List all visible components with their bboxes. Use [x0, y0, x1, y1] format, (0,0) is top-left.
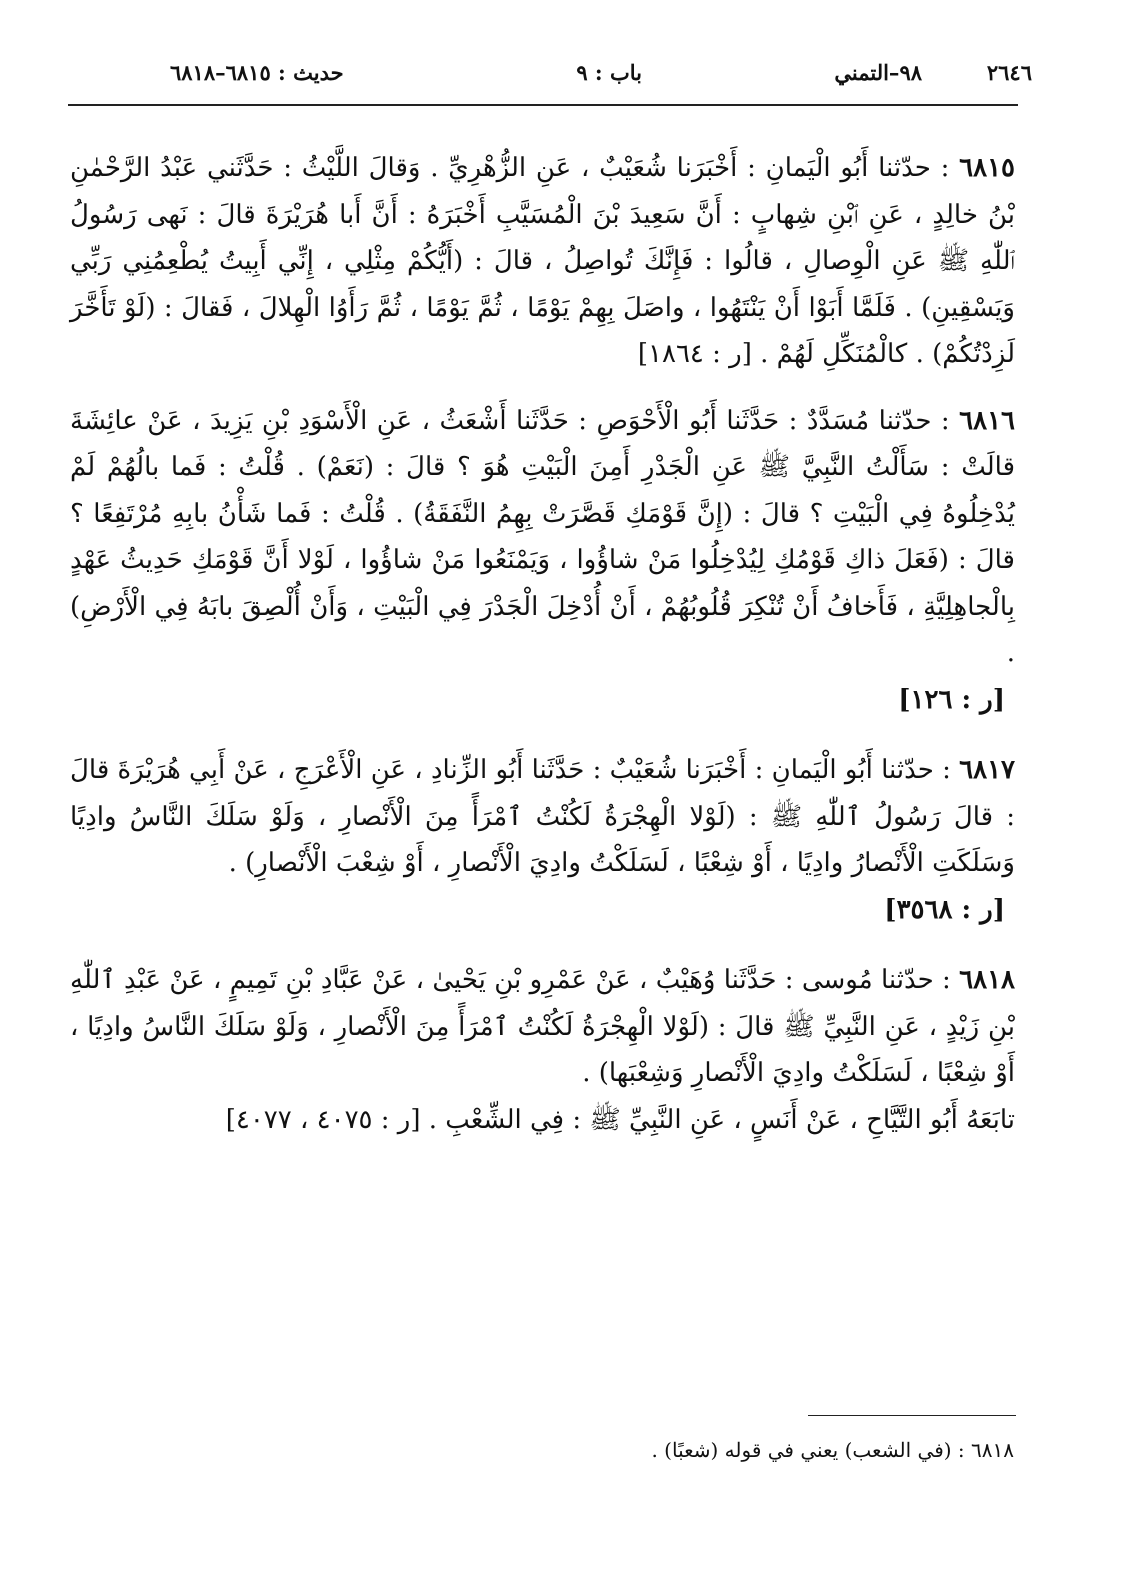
hadith-reference: [ر : ٣٥٦٨] [884, 894, 1005, 925]
running-header [170, 60, 1032, 96]
hadith-reference: [ر : ١٨٦٤] [637, 339, 752, 369]
hadith-6815 [70, 145, 1015, 378]
hadith-number: ٦٨١٦ [959, 405, 1015, 436]
hadith-follow-up [70, 1097, 1015, 1144]
hadith-text: : حدّثنا أَبُو الْيَمانِ : أَخْبَرَنا شُعَيْبٌ : حَدَّثَنا أَبُو الزِّنادِ ، عَنِ الْأَعْرَجِ ، عَنْ أَبِي هُرَيْرَةَ قالَ : قالَ رَسُولُ ٱللّٰهِ ﷺ : (لَوْلا الْهِجْرَةُ لَكُنْتُ ٱمْرَأً مِنَ الْأَنْصارِ ، وَلَوْ سَلَكَ النَّاسُ وادِيًا وَسَلَكَتِ الْأَنْصارُ وادِيًا ، أَوْ شِعْبًا ، لَسَلَكْتُ وادِيَ الْأَنْصارِ ، أَوْ شِعْبَ الْأَنْصارِ) . [70, 755, 1015, 878]
header-rule [68, 104, 1018, 106]
hadith-reference: [ر : ٤٠٧٥ ، ٤٠٧٧] [225, 1104, 421, 1135]
hadith-text: : حدّثنا مُسَدَّدٌ : حَدَّثَنا أَبُو الْأَحْوَصِ : حَدَّثَنا أَشْعَثُ ، عَنِ الْأَسْوَدِ بْنِ يَزِيدَ ، عَنْ عائِشَةَ قالَتْ : سَأَلْتُ النَّبِيَّ ﷺ عَنِ الْجَدْرِ أَمِنَ الْبَيْتِ هُوَ ؟ قالَ : (نَعَمْ) . قُلْتُ : فَما بالُهُمْ لَمْ يُدْخِلُوهُ فِي الْبَيْتِ ؟ قالَ : (إِنَّ قَوْمَكِ قَصَّرَتْ بِهِمُ النَّفَقَةُ) . قُلْتُ : فَما شَأْنُ بابِهِ مُرْتَفِعًا ؟ قالَ : (فَعَلَ ذاكِ قَوْمُكِ لِيُدْخِلُوا مَنْ شاؤُوا ، وَيَمْنَعُوا مَنْ شاؤُوا ، لَوْلا أَنَّ قَوْمَكِ حَدِيثُ عَهْدٍ بِالْجاهِلِيَّةِ ، فَأَخافُ أَنْ تُنْكِرَ قُلُوبُهُمْ ، أَنْ أُدْخِلَ الْجَدْرَ فِي الْبَيْتِ ، وَأَنْ أُلْصِقَ بابَهُ فِي الْأَرْضِ) . [70, 405, 1015, 668]
hadith-text: : حدّثنا مُوسى : حَدَّثَنا وُهَيْبٌ ، عَنْ عَمْرِو بْنِ يَحْيىٰ ، عَنْ عَبَّادِ بْنِ تَمِيمٍ ، عَنْ عَبْدِ ٱللّٰهِ بْنِ زَيْدٍ ، عَنِ النَّبِيِّ ﷺ قالَ : (لَوْلا الْهِجْرَةُ لَكُنْتُ ٱمْرَأً مِنَ الْأَنْصارِ ، وَلَوْ سَلَكَ النَّاسُ وادِيًا ، أَوْ شِعْبًا ، لَسَلَكْتُ وادِيَ الْأَنْصارِ وَشِعْبَها) . [70, 965, 1015, 1088]
hadith-6818 [70, 957, 1015, 1143]
hadith-6816 [70, 398, 1015, 724]
hadith-text: : حدّثنا أَبُو الْيَمانِ : أَخْبَرَنا شُعَيْبٌ ، عَنِ الزُّهْرِيِّ . وَقالَ اللَّيْثُ : حَدَّثَني عَبْدُ الرَّحْمٰنِ بْنُ خالِدٍ ، عَنِ ٱبْنِ شِهابٍ : أَنَّ سَعِيدَ بْنَ الْمُسَيَّبِ أَخْبَرَهُ : أَنَّ أَبا هُرَيْرَةَ قالَ : نَهى رَسُولُ ٱللّٰهِ ﷺ عَنِ الْوِصالِ ، قالُوا : فَإِنَّكَ تُواصِلُ ، قالَ : (أَيُّكُمْ مِثْلِي ، إِنِّي أَبِيتُ يُطْعِمُنِي رَبِّي وَيَسْقِينِ) . فَلَمَّا أَبَوْا أَنْ يَنْتَهُوا ، واصَلَ بِهِمْ يَوْمًا ، ثُمَّ يَوْمًا ، ثُمَّ رَأَوُا الْهِلالَ ، فَقالَ : (لَوْ تَأَخَّرَ لَزِدْتُكُمْ) . كالْمُنَكِّلِ لَهُمْ . [70, 153, 1015, 369]
hadith-range: حديث : ٦٨١٥–٦٨١٨ [170, 60, 344, 85]
book-title: ٩٨–التمني [834, 60, 922, 85]
footnote-rule [808, 1415, 1016, 1416]
follow-up-text: تابَعَهُ أَبُو التَّيَّاحِ ، عَنْ أَنَسٍ ، عَنِ النَّبِيِّ ﷺ : فِي الشِّعْبِ . [420, 1104, 1015, 1135]
page-number: ٢٦٤٦ [986, 60, 1032, 85]
footnote: ٦٨١٨ : (في الشعب) يعني في قوله (شعبًا) . [651, 1438, 1014, 1462]
hadith-number: ٦٨١٨ [959, 965, 1015, 995]
page-body [70, 145, 1015, 1169]
hadith-reference: [ر : ١٢٦] [898, 684, 1005, 715]
hadith-number: ٦٨١٧ [959, 755, 1015, 785]
hadith-6817 [70, 747, 1015, 933]
hadith-number: ٦٨١٥ [959, 153, 1015, 183]
chapter-label: باب : ٩ [576, 60, 642, 85]
